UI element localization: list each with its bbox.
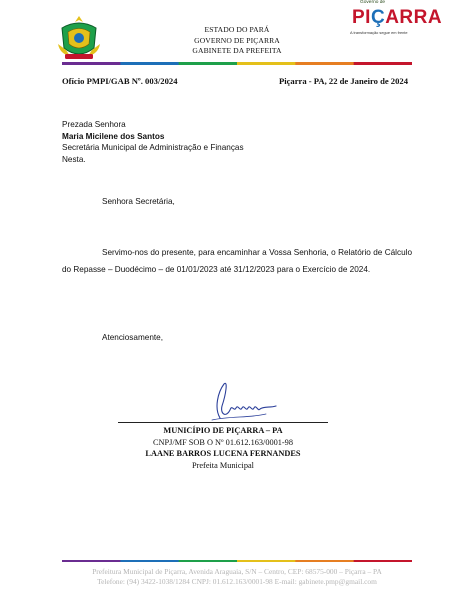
letterhead-text [170, 25, 304, 57]
footer-color-stripe [62, 560, 412, 562]
footer-contact: Telefone: (94) 3422-1038/1284 CNPJ: 01.612.163/0001-98 E-mail: gabinete.pmp@gmail.com [97, 577, 377, 587]
header-stripe-segment [179, 62, 238, 65]
header-stripe-segment [354, 62, 412, 65]
addressee-location: Nesta. [62, 154, 86, 164]
logo-name: PIÇARRA [352, 7, 443, 28]
signature-block [110, 425, 336, 471]
footer-address: Prefeitura Municipal de Piçarra, Avenida Araguaia, S/N – Centro, CEP: 68575-000 – Piçarra – PA [92, 567, 382, 576]
logo-tagline: A transformação segue em frente [350, 30, 408, 35]
header-stripe-segment [62, 62, 121, 65]
header-stripe-segment [237, 62, 296, 65]
header-government: GOVERNO DE PIÇARRA [194, 35, 280, 45]
salutation: Senhora Secretária, [102, 197, 175, 206]
logo-accent-letter: Ç [370, 7, 386, 28]
header-state: ESTADO DO PARÁ [204, 25, 270, 34]
signature-cnpj: CNPJ/MF SOB O Nº 01.612.163/0001-98 [153, 437, 293, 447]
addressee-role: Secretária Municipal de Administração e Finanças [62, 143, 244, 152]
place-date: Piçarra - PA, 22 de Janeiro de 2024 [278, 76, 408, 86]
signature-line [118, 422, 328, 423]
footer-stripe-segment [179, 560, 238, 562]
document-reference: Ofício PMPI/GAB Nº. 003/2024 [62, 76, 178, 86]
handwritten-signature [204, 378, 288, 426]
addressee-block [62, 119, 244, 165]
body-paragraph: Servimo-nos do presente, para encaminhar a Vossa Senhoria, o Relatório de Cálculo do Repasse – Duodécimo – de 01/01/2023 até 31/12/2023 para o Exercício de 2024. [62, 248, 412, 274]
footer-stripe-segment [237, 560, 296, 562]
footer-stripe-segment [62, 560, 121, 562]
signature-title: Prefeita Municipal [192, 460, 254, 470]
header-office: GABINETE DA PREFEITA [192, 46, 282, 55]
addressee-greeting: Prezada Senhora [62, 120, 126, 129]
addressee-name: Maria Micilene dos Santos [62, 131, 165, 141]
signature-entity: MUNICÍPIO DE PIÇARRA – PA [163, 426, 283, 435]
footer-stripe-segment [295, 560, 354, 562]
municipal-crest-icon [56, 14, 102, 62]
closing: Atenciosamente, [102, 333, 163, 342]
header-stripe-segment [295, 62, 354, 65]
footer-stripe-segment [354, 560, 412, 562]
signature-name: LAANE BARROS LUCENA FERNANDES [145, 449, 301, 459]
footer-stripe-segment [120, 560, 179, 562]
header-stripe-segment [120, 62, 179, 65]
header-color-stripe [62, 62, 412, 65]
footer [40, 567, 434, 587]
logo-small-text: Governo de [360, 0, 386, 5]
